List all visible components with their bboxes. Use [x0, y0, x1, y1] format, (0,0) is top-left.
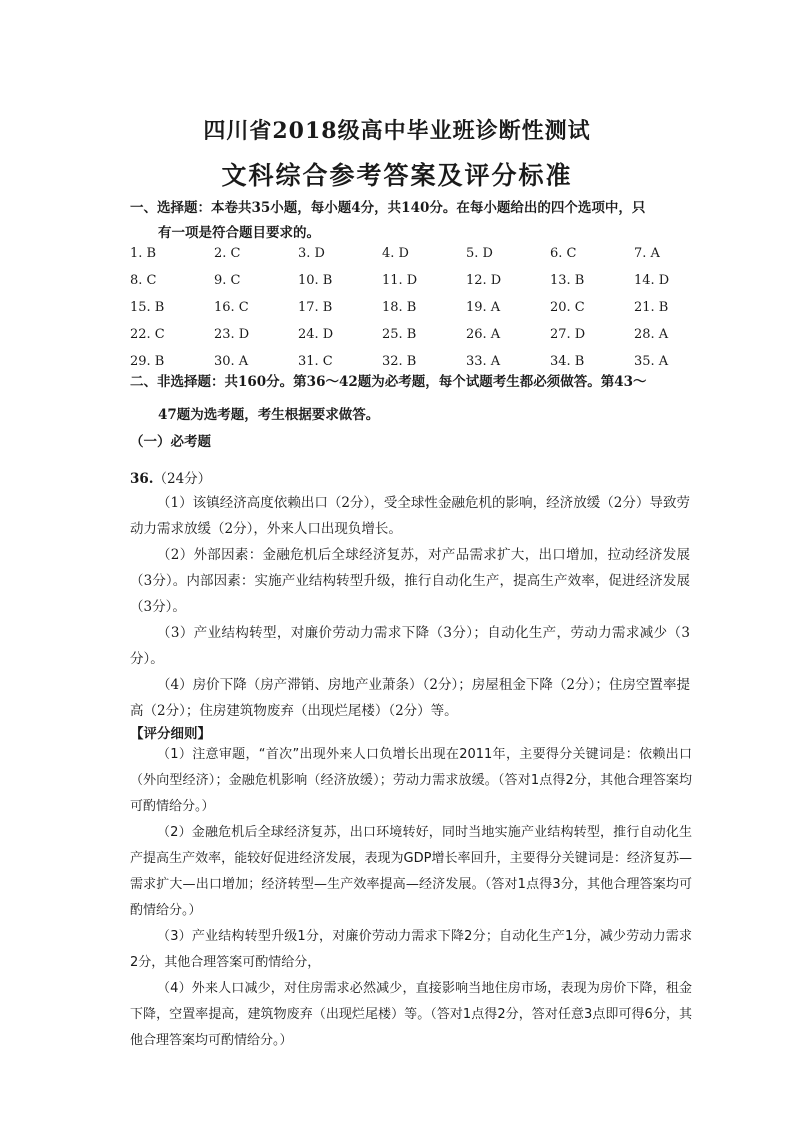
answer-cell: 30. A — [214, 354, 249, 369]
question-36-header — [130, 467, 211, 487]
answer-grid — [130, 240, 690, 375]
answer-cell: 22. C — [130, 327, 165, 342]
rubric-detail-4-text: （4）外来人口减少，对住房需求必然减少，直接影响当地住房市场，表现为房价下降，租金下降，空置率提高，建筑物废弃（出现烂尾楼）等。（答对1点得2分，答对任意3点即可得6分，其他合理答案均可酌情给分。） — [130, 981, 692, 1048]
answer-cell: 24. D — [298, 327, 334, 342]
answer-cell: 27. D — [550, 327, 586, 342]
answer-cell: 13. B — [550, 273, 585, 288]
answer-cell: 23. D — [214, 327, 250, 342]
answer-cell: 32. B — [382, 354, 417, 369]
rubric-detail-1-text: （1）注意审题，“首次”出现外来人口负增长出现在2011年，主要得分关键词是：依赖出口（外向型经济）；金融危机影响（经济放缓）；劳动力需求放缓。（答对1点得2分，其他合理答案均可酌情给分。） — [130, 747, 692, 814]
rubric-detail-3 — [130, 924, 692, 976]
answer-part-4 — [130, 672, 690, 724]
answer-cell: 7. A — [634, 246, 660, 261]
answer-part-2-text: （2）外部因素：金融危机后全球经济复苏，对产品需求扩大，出口增加，拉动经济发展（3分）。内部因素：实施产业结构转型升级，推行自动化生产，提高生产效率，促进经济发展（3分）。 — [130, 547, 690, 615]
answer-part-1 — [130, 490, 690, 542]
answer-cell: 28. A — [634, 327, 669, 342]
answer-cell: 12. D — [466, 273, 502, 288]
answer-cell: 33. A — [466, 354, 501, 369]
answer-cell: 5. D — [466, 246, 493, 261]
section-nonchoice-heading — [130, 370, 690, 428]
section-choice-line1: 一、选择题：本卷共35小题，每小题4分，共140分。在每小题给出的四个选项中，只 — [130, 200, 646, 216]
rubric-heading: 【评分细则】 — [130, 726, 211, 742]
answer-part-3 — [130, 620, 690, 672]
answer-cell: 26. A — [466, 327, 501, 342]
answer-cell: 6. C — [550, 246, 577, 261]
answer-row — [130, 267, 690, 294]
answer-part-4-text: （4）房价下降（房产滞销、房地产业萧条）（2分）；房屋租金下降（2分）；住房空置率提高（2分）；住房建筑物废弃（出现烂尾楼）（2分）等。 — [130, 677, 690, 719]
section-nonchoice-line2: 47题为选考题，考生根据要求做答。 — [158, 407, 380, 423]
subsection-required: （一）必考题 — [130, 434, 211, 450]
answer-cell: 2. C — [214, 246, 241, 261]
answer-cell: 19. A — [466, 300, 501, 315]
answer-cell: 11. D — [382, 273, 418, 288]
answer-part-1-text: （1）该镇经济高度依赖出口（2分），受全球性金融危机的影响，经济放缓（2分）导致劳动力需求放缓（2分），外来人口出现负增长。 — [130, 495, 690, 537]
rubric-detail-3-text: （3）产业结构转型升级1分，对廉价劳动力需求下降2分；自动化生产1分，减少劳动力需求2分，其他合理答案可酌情给分， — [130, 929, 692, 970]
answer-cell: 1. B — [130, 246, 157, 261]
answer-cell: 10. B — [298, 273, 333, 288]
answer-cell: 9. C — [214, 273, 241, 288]
section-choice-heading — [130, 196, 690, 246]
rubric-detail-1 — [130, 742, 692, 820]
rubric-detail-2 — [130, 820, 692, 924]
answer-cell: 25. B — [382, 327, 417, 342]
answer-row — [130, 321, 690, 348]
answer-row — [130, 240, 690, 267]
answer-cell: 29. B — [130, 354, 165, 369]
answer-cell: 4. D — [382, 246, 409, 261]
answer-cell: 3. D — [298, 246, 325, 261]
question-number: 36. — [130, 471, 154, 487]
section-nonchoice-line1: 二、非选择题：共160分。第36～42题为必考题，每个试题考生都必须做答。第43～ — [130, 374, 647, 390]
answer-part-3-text: （3）产业结构转型，对廉价劳动力需求下降（3分）；自动化生产，劳动力需求减少（3分）。 — [130, 625, 690, 667]
rubric-detail-4 — [130, 976, 692, 1054]
answer-cell: 34. B — [550, 354, 585, 369]
answer-cell: 8. C — [130, 273, 157, 288]
answer-part-2 — [130, 542, 690, 620]
document-title: 四川省2018级高中毕业班诊断性测试 — [203, 118, 591, 144]
answer-cell: 35. A — [634, 354, 669, 369]
answer-cell: 14. D — [634, 273, 670, 288]
answer-cell: 21. B — [634, 300, 669, 315]
answer-cell: 17. B — [298, 300, 333, 315]
answer-row — [130, 294, 690, 321]
rubric-detail-2-text: （2）金融危机后全球经济复苏，出口环境转好，同时当地实施产业结构转型，推行自动化生产提高生产效率，能较好促进经济发展，表现为GDP增长率回升，主要得分关键词是：经济复苏—需求扩大—出口增加；经济转型—生产效率提高—经济发展。（答对1点得3分，其他合理答案均可酌情给分。） — [130, 825, 692, 918]
answer-cell: 20. C — [550, 300, 585, 315]
document-subtitle: 文科综合参考答案及评分标准 — [221, 161, 573, 190]
answer-cell: 31. C — [298, 354, 333, 369]
answer-cell: 18. B — [382, 300, 417, 315]
answer-cell: 15. B — [130, 300, 165, 315]
answer-cell: 16. C — [214, 300, 249, 315]
section-choice-line2: 有一项是符合题目要求的。 — [158, 225, 320, 241]
question-score: （24分） — [153, 471, 212, 487]
